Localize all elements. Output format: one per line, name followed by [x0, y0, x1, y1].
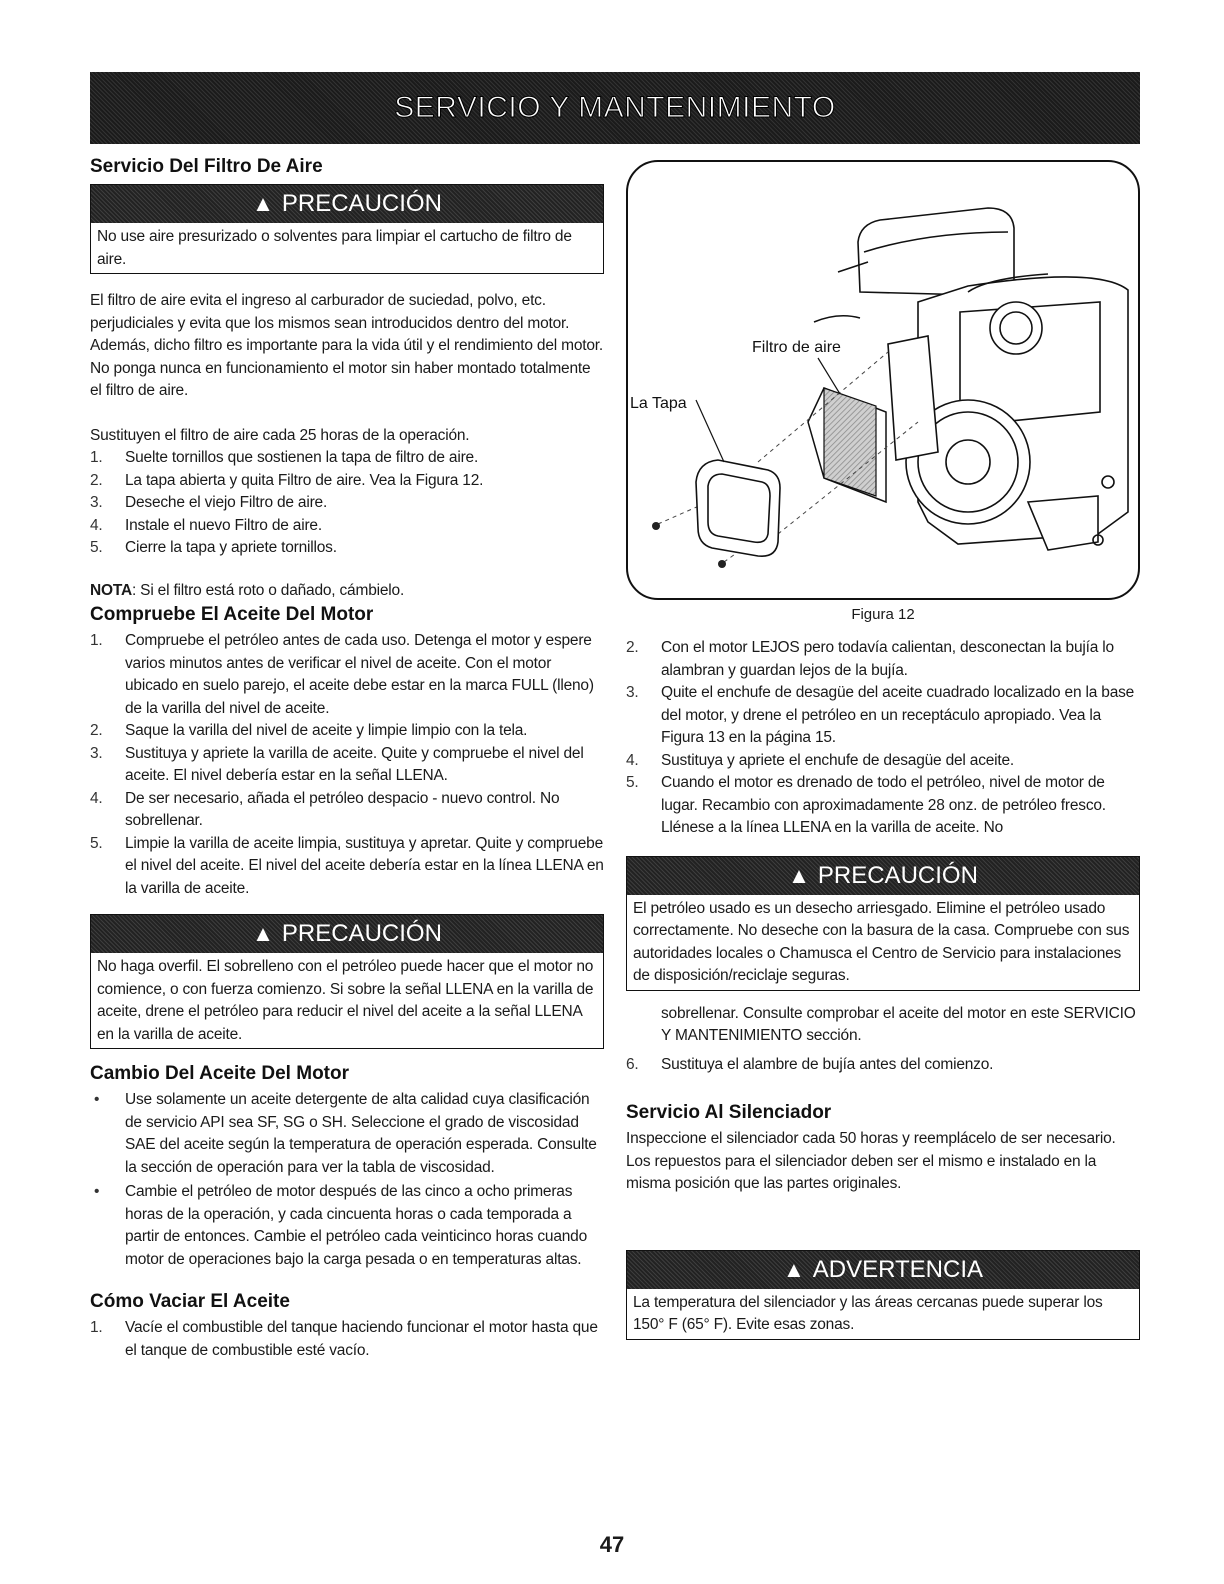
air-filter-caution-box: [90, 184, 604, 274]
warning-triangle-icon: ▲: [252, 191, 274, 216]
muffler-heading: Servicio Al Silenciador: [626, 1102, 832, 1123]
left-column: [90, 156, 604, 1362]
engine-diagram: [628, 162, 1140, 600]
air-filter-heading: Servicio Del Filtro De Aire: [90, 156, 323, 177]
caution-text: No use aire presurizado o solventes para limpiar el cartucho de filtro de aire.: [97, 228, 572, 268]
warning-triangle-icon: ▲: [252, 921, 274, 946]
list-item: 5. Cuando el motor es drenado de todo el petróleo, nivel de motor de lugar. Recambio con aproximadamente 28 onz. de petróleo fresco. Llénese a la línea LLENA en la varilla de aceite. No: [626, 774, 1106, 836]
overfill-caution-box: [90, 914, 604, 1049]
muffler-text: Inspeccione el silenciador cada 50 horas y reemplácelo de ser necesario. Los repuestos para el silenciador deben ser el mismo e instalado en la misma posición que las partes originales.: [626, 1130, 1116, 1192]
list-item: 2. Con el motor LEJOS pero todavía calientan, desconectan la bujía lo alambran y guardan lejos de la bujía.: [626, 639, 1114, 679]
list-item: • Cambie el petróleo de motor después de las cinco a ocho primeras horas de la operación, y cada cincuenta horas o cada temporada a partir de entonces. Cambie el petróleo cada veinticinco horas cuando motor de operaciones bajo la carga pesada o en temperaturas altas.: [94, 1183, 588, 1268]
list-item: 4. De ser necesario, añada el petróleo despacio - nuevo control. No sobrellenar.: [90, 789, 560, 829]
drain-oil-steps: [90, 1317, 604, 1362]
drain-oil-heading: Cómo Vaciar El Aceite: [90, 1291, 290, 1312]
list-item: 2. La tapa abierta y quita Filtro de aire. Vea la Figura 12.: [90, 471, 484, 489]
caution-text: No haga overfil. El sobrelleno con el petróleo puede hacer que el motor no comience, o con fuerza comienzo. Si sobre la señal LLENA en la varilla de aceite, drene el petróleo para reducir el nivel del aceite a la señal LLENA en la varilla de aceite.: [97, 958, 594, 1043]
list-item: 4. Instale el nuevo Filtro de aire.: [90, 516, 322, 534]
warning-header: ▲ ADVERTENCIA: [627, 1251, 1139, 1289]
muffler-warning-box: [626, 1250, 1140, 1340]
figure-caption: Figura 12: [851, 606, 915, 623]
warning-triangle-icon: ▲: [782, 1256, 805, 1282]
change-oil-heading: Cambio Del Aceite Del Motor: [90, 1063, 350, 1084]
list-item: 3. Deseche el viejo Filtro de aire.: [90, 494, 328, 511]
change-oil-bullets: [90, 1089, 604, 1271]
air-filter-paragraph: El filtro de aire evita el ingreso al carburador de suciedad, polvo, etc. perjudiciales y evita que los mismos sean introducidos dentro del motor. Además, dicho filtro es importante para la vida útil y el rendimiento del motor. No ponga nunca en funcionamiento el motor sin haber montado totalmente el filtro de aire.: [90, 292, 603, 399]
right-column: [626, 160, 1140, 1340]
list-item: • Use solamente un aceite detergente de alta calidad cuya clasificación de servicio API sea SF, SG o SH. Seleccione el grado de viscosidad SAE del aceite según la temperatura de operación esperada. Consulte la sección de operación para ver la tabla de viscosidad.: [94, 1091, 597, 1176]
warning-triangle-icon: ▲: [788, 862, 810, 888]
label-la-tapa: La Tapa: [630, 395, 687, 412]
air-filter-element: [808, 388, 886, 502]
caution-text: El petróleo usado es un desecho arriesgado. Elimine el petróleo usado correctamente. No deseche con la basura de la casa. Compruebe con sus autoridades locales o Chamusca el Centro de Servicio para instalaciones de disposición/reciclaje seguras.: [633, 899, 1130, 984]
drain-oil-steps-continued: [626, 637, 1140, 840]
caution-header: ▲ PRECAUCIÓN: [91, 915, 603, 953]
air-filter-steps: [90, 447, 604, 560]
page-number: 47: [599, 1532, 625, 1557]
list-item: 4. Sustituya y apriete el enchufe de desagüe del aceite.: [626, 751, 1015, 769]
continuation-text: sobrellenar. Consulte comprobar el aceite del motor en este SERVICIO Y MANTENIMIENTO sección.: [661, 1004, 1136, 1044]
caution-header: ▲ PRECAUCIÓN: [91, 185, 603, 223]
check-oil-heading: Compruebe El Aceite Del Motor: [90, 604, 374, 625]
used-oil-caution-box: [626, 856, 1140, 991]
air-filter-note: NOTA: Si el filtro está roto o dañado, cámbielo.: [90, 581, 405, 599]
list-item: 3. Quite el enchufe de desagüe del aceite cuadrado localizado en la base del motor, y drene el petróleo en un receptáculo apropiado. Vea la Figura 13 en la página 15.: [626, 684, 1135, 746]
section-banner: [90, 72, 1140, 144]
list-item: 1. Vacíe el combustible del tanque haciendo funcionar el motor hasta que el tanque de combustible esté vacío.: [90, 1319, 598, 1359]
step-six: [626, 1054, 1140, 1077]
air-filter-interval: Sustituyen el filtro de aire cada 25 horas de la operación.: [90, 426, 470, 444]
filter-cover: [696, 460, 780, 556]
list-item: 3. Sustituya y apriete la varilla de aceite. Quite y compruebe el nivel del aceite. El nivel debería estar en la señal LLENA.: [90, 744, 584, 784]
check-oil-steps: [90, 630, 604, 900]
warning-text: La temperatura del silenciador y las áreas cercanas puede superar los 150° F (65° F). Evite esas zonas.: [633, 1293, 1103, 1333]
figure-12-illustration: [626, 160, 1140, 600]
caution-header: ▲ PRECAUCIÓN: [627, 857, 1139, 895]
list-item: 6. Sustituya el alambre de bujía antes del comienzo.: [626, 1055, 994, 1073]
list-item: 1. Compruebe el petróleo antes de cada uso. Detenga el motor y espere varios minutos antes de verificar el nivel de aceite. Con el motor ubicado en suelo parejo, el aceite debe estar en la marca FULL (lleno) de la varilla del nivel de aceite.: [90, 632, 594, 717]
engine-body: [814, 208, 1128, 550]
list-item: 2. Saque la varilla del nivel de aceite y limpie limpio con la tela.: [90, 722, 528, 739]
list-item: 5. Cierre la tapa y apriete tornillos.: [90, 539, 337, 556]
banner-title: SERVICIO Y MANTENIMIENTO: [394, 91, 836, 124]
label-filtro-de-aire: Filtro de aire: [752, 339, 841, 356]
list-item: 5. Limpie la varilla de aceite limpia, sustituya y apretar. Quite y compruebe el nivel del aceite. El nivel del aceite debería estar en la línea LLENA en la varilla de aceite.: [90, 834, 604, 897]
list-item: 1. Suelte tornillos que sostienen la tapa de filtro de aire.: [90, 449, 479, 466]
